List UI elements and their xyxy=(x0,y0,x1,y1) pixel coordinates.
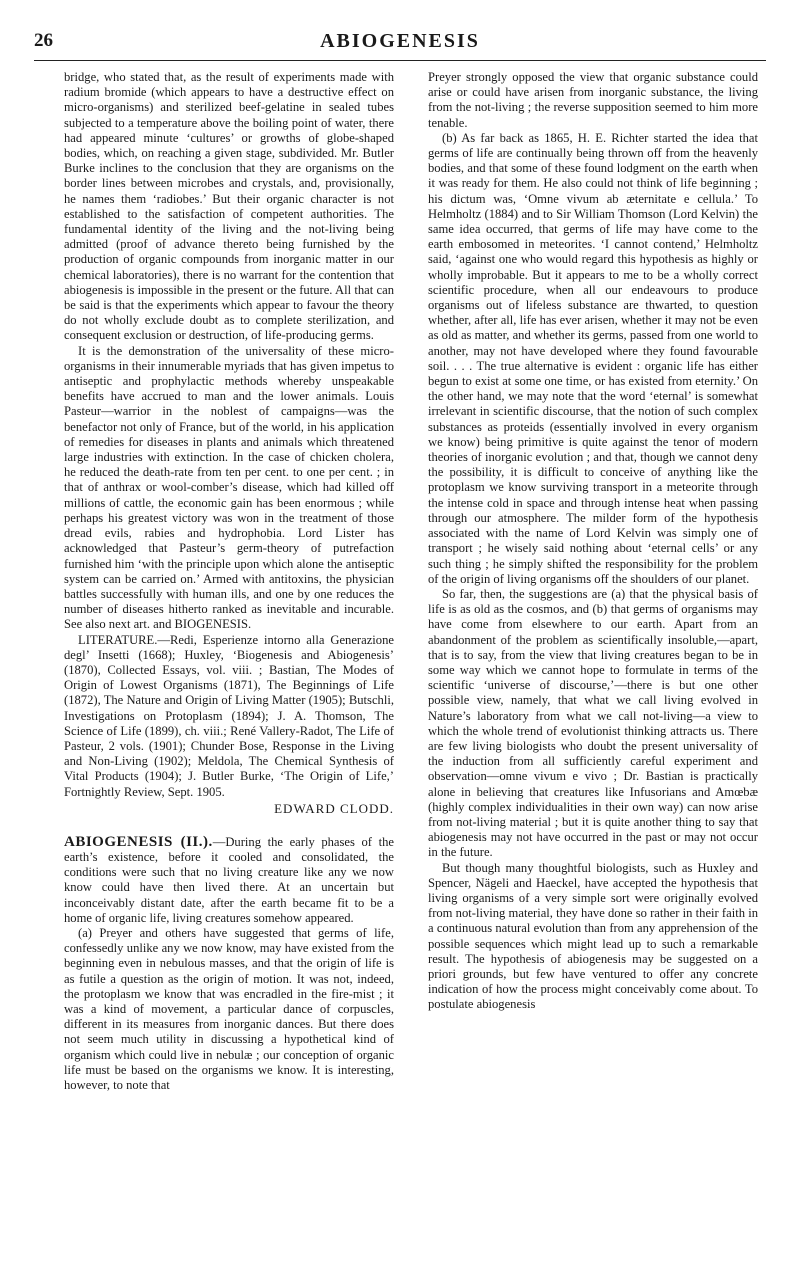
paragraph: bridge, who stated that, as the result of experiments made with radium bromide (which appears to have a destructive effect on micro-organisms) and sterilized beef-gelatine in sealed tubes subjected to a temperature above the boiling point of water, there had appeared minute ‘cultures’ or growths of globe-shaped bodies, which, on reaching a given stage, subdivided. Mr. Butler Burke inclines to the conclusion that they are organisms on the border lines between microbes and crystals, and, provisionally, he names them ‘radiobes.’ But their organic character is not established to the satisfaction of competent authorities. The fundamental identity of the living and the not-living being admitted (proof of advance thereto being furnished by the production of organic compounds from inorganic matter in our chemical laboratories), there is no warrant for the contention that abiogenesis is impossible in the present or the future. All that can be said is that the experiments which appear to favour the theory do not wholly exclude doubt as to complete sterilization, and consequent exclusion or destruction, of life-producing germs. xyxy=(64,70,394,343)
entry-text: —During the early phases of the earth’s existence, before it cooled and consolidated, the conditions were such that no living creature like any we now know could have then lived there. At an uncertain but inconceivably distant date, after the earth became fit to be a home of organic life, living creatures somehow appeared. xyxy=(64,834,394,925)
entry-abiogenesis-ii xyxy=(64,835,394,926)
entry-headword: ABIOGENESIS (II.). xyxy=(64,833,213,850)
right-column xyxy=(428,70,758,1246)
page-number: 26 xyxy=(34,30,53,51)
paragraph: It is the demonstration of the universality of these micro-organisms in their innumerable myriads that has given impetus to antiseptic and prophylactic methods whereby unspeakable benefits have accrued to man and the lower animals. Louis Pasteur—warrior in the noblest of campaigns—was the benefactor not only of France, but of the world, in his application of remedies for diseases in plants and animals which threatened large industries with extinction. In the case of chicken cholera, he reduced the death-rate from ten per cent. to one per cent. ; in that of anthrax or wool-comber’s disease, which had killed off millions of cattle, the economic gain has been enormous ; while perhaps his greatest victory was won in the treatment of those dread evils, rabies and hydrophobia. Lord Lister has acknowledged that Pasteur’s germ-theory of putrefaction furnished him ‘with the principle upon which alone the antiseptic system can be carried on.’ Armed with antitoxins, the physician battles successfully with human ills, and one by one reduces the number of diseases hitherto ranked as inevitable and incurable. See also next art. and BIOGENESIS. xyxy=(64,343,394,632)
paragraph: (b) As far back as 1865, H. E. Richter started the idea that germs of life are continually being thrown off from the heavenly bodies, and that some of these found lodgment on the earth when it was ready for them. He also could not think of life beginning ; his dictum was, ‘Omne vivum ab æternitate e cellula.’ To Helmholtz (1884) and to Sir William Thomson (Lord Kelvin) the same idea occurred, that germs of life may have come to the earth embosomed in meteorites. ‘I cannot contend,’ Helmholtz said, ‘against one who would regard this hypothesis as highly or wholly improbable. But it appears to me to be a wholly correct scientific procedure, when all our endeavours to produce organisms out of lifeless substance are thwarted, to question whether, after all, life has ever arisen, whether it may not be even as old as matter, and whether its germs, passed from one world to another, may not have developed where they found favourable soil. . . . The true alternative is evident : organic life has either begun to exist at some one time, or has existed from eternity.’ On the other hand, we may note that the word ‘eternal’ is somewhat irrelevant in scientific discourse, that the notion of such complex substances as proteids (essentially involved in every organism we know) being primitive is quite against the tenor of modern theories of inorganic evolution ; and that, though we cannot deny the possibility, it is difficult to conceive of anything like the protoplasm we know surviving transport in a meteorite through the intense cold in space and through intense heat when passing through our atmosphere. The milder form of the hypothesis associated with the name of Lord Kelvin was simply one of transport ; he wisely said nothing about ‘eternal cells’ or any such thing ; he simply shifted the responsibility for the problem of the origin of living organisms off the shoulders of our planet. xyxy=(428,130,758,586)
text-columns xyxy=(64,70,758,1246)
paragraph: (a) Preyer and others have suggested that germs of life, confessedly unlike any we now know, may have existed from the beginning even in nebulous masses, and that the origin of life is as futile a question as the origin of motion. It was not, indeed, the protoplasm we know that was encradled in the fire-mist ; it was a kind of movement, a particular dance of corpuscles, different in its measures from inorganic dances. But there does not seem much utility in discussing a hypothetical kind of organism which could live in nebulæ ; our conception of organic life must be based on the organisms we know. It is interesting, however, to note that xyxy=(64,925,394,1092)
left-column xyxy=(64,70,394,1246)
article-author: EDWARD CLODD. xyxy=(274,800,394,816)
literature-references: LITERATURE.—Redi, Esperienze intorno alla Generazione degl’ Insetti (1668); Huxley, ‘Biogenesis and Abiogenesis’ (1870), Collected Essays, vol. viii. ; Bastian, The Modes of Origin of Lowest Organisms (1871), The Beginnings of Life (1872), The Nature and Origin of Living Matter (1905); Butschli, Investigations on Protoplasm (1894); J. A. Thomson, The Science of Life (1899), ch. viii.; René Vallery-Radot, The Life of Pasteur, 2 vols. (1901); Chunder Bose, Response in the Living and Non-Living (1902); Meldola, The Chemical Synthesis of Vital Products (1904); J. Butler Burke, ‘The Origin of Life,’ Fortnightly Review, Sept. 1905. xyxy=(64,632,394,799)
paragraph: But though many thoughtful biologists, such as Huxley and Spencer, Nägeli and Haeckel, have accepted the hypothesis that living organisms of a very simple sort were originally evolved from not-living material, they have done so rather in their faith in a continuous natural evolution than from any apprehension of the possible sequences which might lead up to such a remarkable result. The hypothesis of abiogenesis may be suggested on a priori grounds, but few have ventured to offer any concrete indication of how the process might conceivably come about. To postulate abiogenesis xyxy=(428,860,758,1012)
running-title: ABIOGENESIS xyxy=(320,30,480,52)
paragraph: So far, then, the suggestions are (a) that the physical basis of life is as old as the cosmos, and (b) that germs of organisms may have come from elsewhere to our earth. Apart from an abandonment of the problem as scientifically insoluble,—apart, that is to say, from the view that living creatures began to be in some way which we cannot hope to formulate in terms of the scientific ‘universe of discourse,’—there is but one other possible view, namely, that what we call living evolved in Nature’s laboratory from what we call not-living—a view to which the whole trend of evolutionist thinking attracts us. There are few living biologists who doubt the present universality of the induction from all sufficiently careful experiment and observation—omne vivum e vivo ; Dr. Bastian is practically alone in believing that creatures like Infusorians and Amœbæ (highly complex individualities in their own way) can now arise from not-living material ; but it is quite another thing to say that abiogenesis may not have occurred in the past or may not occur in the future. xyxy=(428,586,758,860)
page-header xyxy=(34,30,766,61)
paragraph: Preyer strongly opposed the view that organic substance could arise or could have arisen from inorganic substance, the living from the not-living ; the reverse supposition seemed to him more tenable. xyxy=(428,70,758,130)
